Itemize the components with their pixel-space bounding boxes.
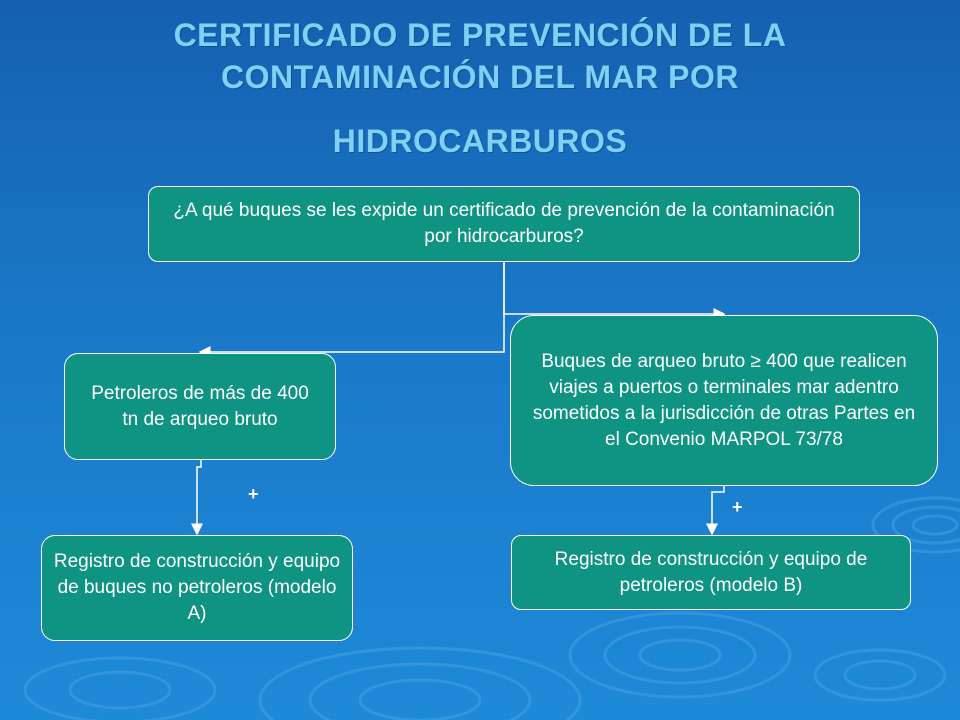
record-model-b-box [511,535,911,610]
plus-sign-left: + [248,484,259,504]
gross-tonnage-ships-box [510,315,938,486]
oil-tankers-box [64,353,336,460]
page-title-line-3: HIDROCARBUROS [332,123,628,159]
question-text: ¿A qué buques se les expide un certificado de prevención de la contaminación por hidrocarburos? [173,200,835,247]
connector-left-to-result-a [197,460,201,534]
oil-tankers-text: Petroleros de más de 400 tn de arqueo bruto [91,382,309,430]
plus-sign-right: + [732,497,743,517]
title-line-1: CERTIFICADO DE PREVENCIÓN DE LA [173,17,787,53]
record-model-b-text: Registro de construcción y equipo de petroleros (modelo B) [554,548,868,596]
connector-question-to-right [504,262,724,314]
title-line-2: CONTAMINACIÓN DEL MAR POR [221,59,739,95]
gross-tonnage-ships-text: Buques de arqueo bruto ≥ 400 que realicen viajes a puertos o terminales mar adentro sometidos a la jurisdicción de otras Partes en el Convenio MARPOL 73/78 [532,350,916,450]
connector-question-to-left [200,262,504,352]
question-box [148,186,860,262]
record-model-a-text: Registro de construcción y equipo de buques no petroleros (modelo A) [53,551,341,624]
record-model-a-box [41,535,353,641]
connector-right-to-result-b [712,486,724,534]
